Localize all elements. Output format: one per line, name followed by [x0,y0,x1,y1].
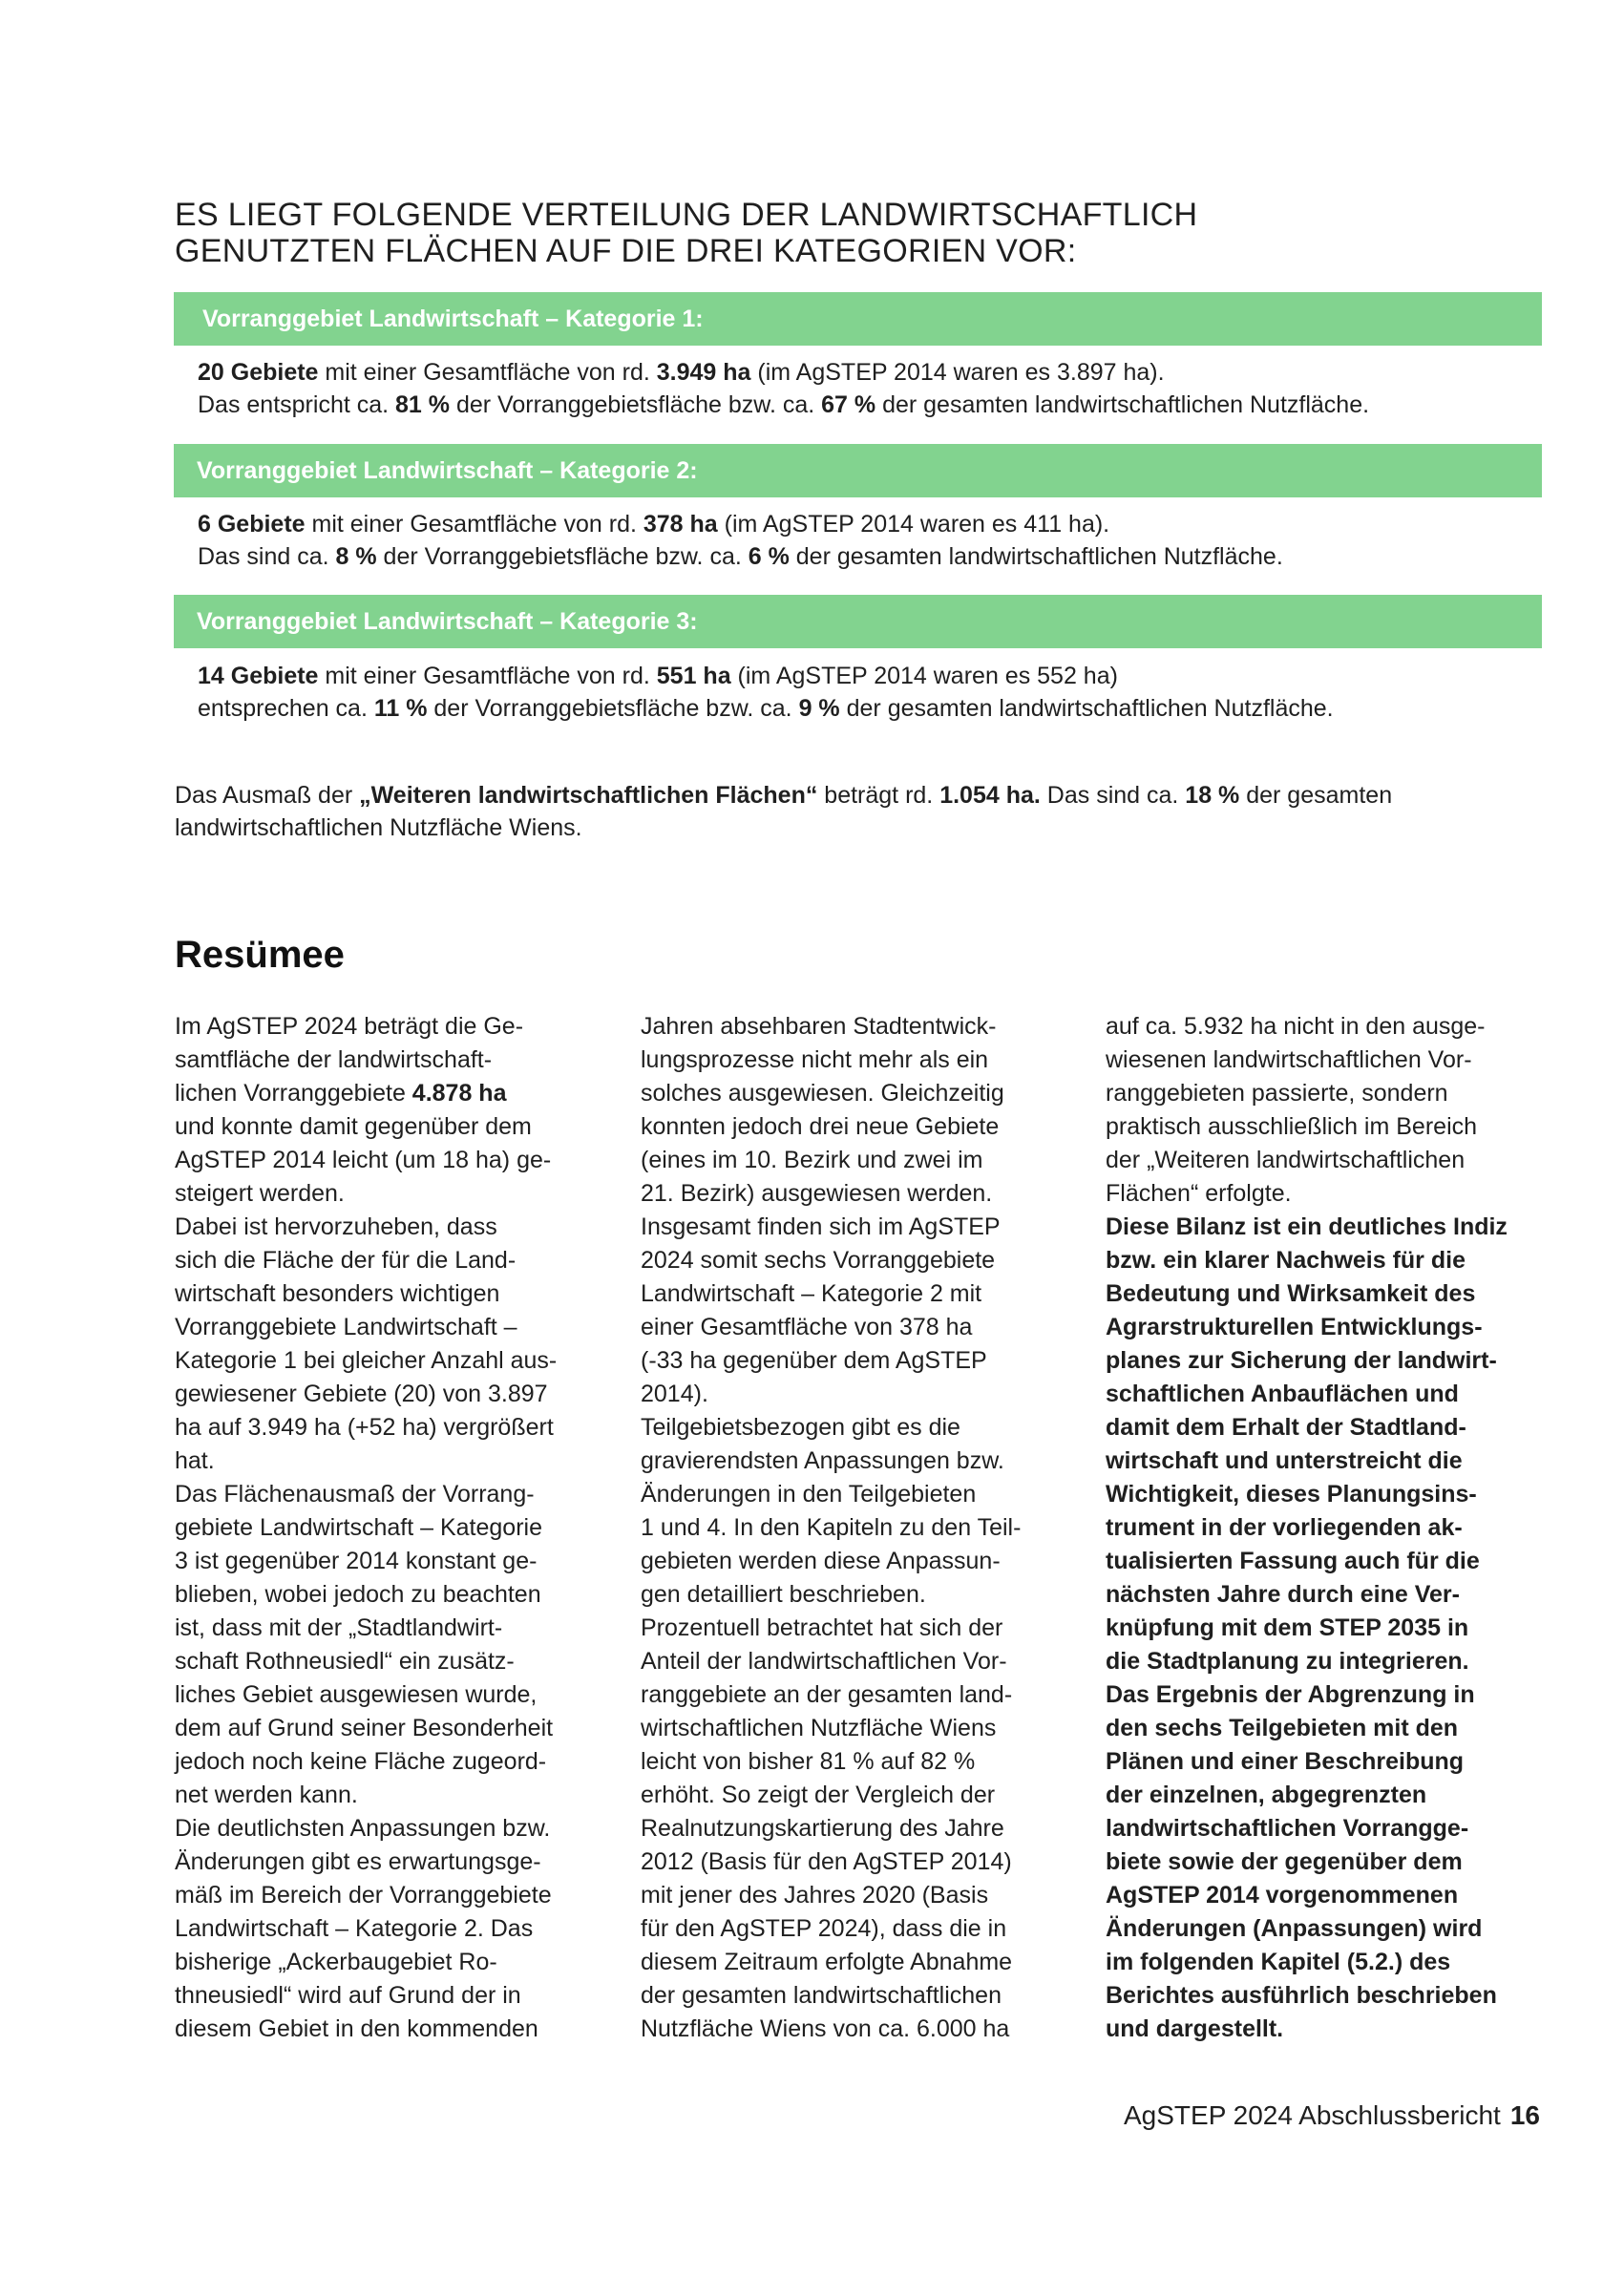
section-heading [175,197,1416,269]
text-line: Dabei ist hervorzuheben, dass [175,1213,497,1240]
text-line: konnten jedoch drei neue Gebiete [641,1113,1000,1140]
text-line: Flächen“ erfolgte. [1106,1180,1292,1207]
text: Das entspricht ca. [198,391,396,418]
text-line: ranggebieten passierte, sondern [1106,1080,1448,1107]
text-line: damit dem Erhalt der Stadtland- [1106,1414,1466,1441]
text-line: Insgesamt finden sich im AgSTEP [641,1213,1001,1240]
text-line: bisherige „Ackerbaugebiet Ro- [175,1949,497,1975]
text-line: ha auf 3.949 ha (+52 ha) vergrößert [175,1414,554,1441]
text: mit einer Gesamtfläche von rd. [318,359,657,386]
text-line: diesem Gebiet in den kommenden [175,2015,538,2042]
text: der gesamten landwirtschaftlichen Nutzfläche. [839,695,1334,722]
text-line: lungsprozesse nicht mehr als ein [641,1046,989,1073]
text-line: der gesamten landwirtschaftlichen [641,1982,1002,2009]
category-2-bar: Vorranggebiet Landwirtschaft – Kategorie 2: [174,444,1542,497]
text-line: mit jener des Jahres 2020 (Basis [641,1882,989,1909]
category-1-share-total: 67 % [821,391,876,418]
category-2-share-total: 6 % [748,543,790,570]
text-line: erhöht. So zeigt der Vergleich der [641,1782,996,1808]
text-line: Änderungen in den Teilgebieten [641,1481,977,1508]
text: Das sind ca. [1040,782,1186,809]
footer-label: AgSTEP 2024 Abschlussbericht [1124,2100,1501,2130]
category-2-area: 378 ha [643,511,718,538]
text-line: gebieten werden diese Anpassun- [641,1548,1001,1574]
resume-column-1 [175,1010,623,2046]
resume-title: Resümee [175,934,345,976]
text-line: Die deutlichsten Anpassungen bzw. [175,1815,551,1842]
text-line: der einzelnen, abgegrenzten [1106,1782,1427,1808]
category-2-share-priority: 8 % [335,543,377,570]
text-line: 2014). [641,1381,708,1407]
other-areas-size: 1.054 ha. [939,782,1041,809]
text-line: hat. [175,1447,215,1474]
text-line: die Stadtplanung zu integrieren. [1106,1648,1469,1675]
text-line: AgSTEP 2014 leicht (um 18 ha) ge- [175,1147,552,1173]
text-line: planes zur Sicherung der landwirt- [1106,1347,1497,1374]
text-line: Das Ergebnis der Abgrenzung in [1106,1681,1475,1708]
text-line: gravierendsten Anpassungen bzw. [641,1447,1004,1474]
text-line: Im AgSTEP 2024 beträgt die Ge- [175,1013,524,1040]
text: landwirtschaftlichen Nutzfläche Wiens. [175,814,582,841]
text-line: samtfläche der landwirtschaft- [175,1046,493,1073]
text-line: wirtschaft und unterstreicht die [1106,1447,1463,1474]
category-1-share-priority: 81 % [395,391,451,418]
text-line: schaft Rothneusiedl“ ein zusätz- [175,1648,515,1675]
text-line: Jahren absehbaren Stadtentwick- [641,1013,997,1040]
text-line: und konnte damit gegenüber dem [175,1113,532,1140]
text-line: (eines im 10. Bezirk und zwei im [641,1147,983,1173]
category-3-text [198,660,1553,725]
other-areas-summary [175,779,1540,844]
heading-line-1: ES LIEGT FOLGENDE VERTEILUNG DER LANDWIRTSCHAFTLICH [175,197,1198,233]
text-line: solches ausgewiesen. Gleichzeitig [641,1080,1004,1107]
category-3-share-total: 9 % [798,695,840,722]
text-line: (-33 ha gegenüber dem AgSTEP [641,1347,987,1374]
text-line: 2024 somit sechs Vorranggebiete [641,1247,996,1274]
text-line: und dargestellt. [1106,2015,1284,2042]
text-line: 3 ist gegenüber 2014 konstant ge- [175,1548,538,1574]
text-line: praktisch ausschließlich im Bereich [1106,1113,1478,1140]
text-line: Landwirtschaft – Kategorie 2. Das [175,1915,534,1942]
text: Das Ausmaß der [175,782,360,809]
category-3-bar: Vorranggebiet Landwirtschaft – Kategorie 3: [174,595,1542,648]
category-2-count: 6 Gebiete [198,511,306,538]
text-line: Vorranggebiete Landwirtschaft – [175,1314,517,1340]
text-line: Wichtigkeit, dieses Planungsins- [1106,1481,1477,1508]
text: (im AgSTEP 2014 waren es 411 ha). [717,511,1110,538]
text-line: Berichtes ausführlich beschrieben [1106,1982,1497,2009]
text-line: Das Flächenausmaß der Vorrang- [175,1481,535,1508]
text-line: steigert werden. [175,1180,345,1207]
text-line: net werden kann. [175,1782,358,1808]
text-line: Prozentuell betrachtet hat sich der [641,1614,1003,1641]
resume-column-2 [641,1010,1089,2046]
text-line: den sechs Teilgebieten mit den [1106,1715,1459,1741]
text: (im AgSTEP 2014 waren es 552 ha) [730,663,1118,689]
text-line: 21. Bezirk) ausgewiesen werden. [641,1180,993,1207]
text-line: ranggebiete an der gesamten land- [641,1681,1013,1708]
text-line: AgSTEP 2014 vorgenommenen [1106,1882,1459,1909]
conclusion-bold-block [1106,1211,1554,2046]
text-line: Änderungen (Anpassungen) wird [1106,1915,1483,1942]
text: (im AgSTEP 2014 waren es 3.897 ha). [750,359,1165,386]
resume-column-3 [1106,1010,1554,2046]
text-line: lichen Vorranggebiete [175,1080,412,1107]
text-line: schaftlichen Anbauflächen und [1106,1381,1459,1407]
text-line: einer Gesamtfläche von 378 ha [641,1314,973,1340]
text-line: Nutzfläche Wiens von ca. 6.000 ha [641,2015,1010,2042]
total-area-highlight: 4.878 ha [411,1080,507,1107]
text-line: 1 und 4. In den Kapiteln zu den Teil- [641,1514,1022,1541]
text-line: Kategorie 1 bei gleicher Anzahl aus- [175,1347,558,1374]
text: der Vorranggebietsfläche bzw. ca. [427,695,799,722]
text-line: gen detailliert beschrieben. [641,1581,926,1608]
category-2-text [198,508,1553,573]
text-line: blieben, wobei jedoch zu beachten [175,1581,541,1608]
text-line: Teilgebietsbezogen gibt es die [641,1414,960,1441]
other-areas-term: „Weiteren landwirtschaftlichen Flächen“ [359,782,818,809]
category-1-bar: Vorranggebiet Landwirtschaft – Kategorie 1: [174,292,1542,346]
page-number: 16 [1509,2100,1540,2130]
text-line: leicht von bisher 81 % auf 82 % [641,1748,976,1775]
text-line: landwirtschaftlichen Vorrangge- [1106,1815,1469,1842]
page-footer [1124,2099,1540,2133]
text-line: im folgenden Kapitel (5.2.) des [1106,1949,1451,1975]
text-line: Anteil der landwirtschaftlichen Vor- [641,1648,1007,1675]
heading-line-2: GENUTZTEN FLÄCHEN AUF DIE DREI KATEGORIEN VOR: [175,233,1077,269]
category-3-share-priority: 11 % [373,695,428,722]
text: der Vorranggebietsfläche bzw. ca. [450,391,822,418]
category-3-area: 551 ha [656,663,731,689]
text-line: thneusiedl“ wird auf Grund der in [175,1982,521,2009]
text-line: Diese Bilanz ist ein deutliches Indiz [1106,1213,1508,1240]
text: beträgt rd. [817,782,940,809]
text-line: jedoch noch keine Fläche zugeord- [175,1748,547,1775]
text-line: knüpfung mit dem STEP 2035 in [1106,1614,1469,1641]
text-line: Änderungen gibt es erwartungsge- [175,1848,541,1875]
text: mit einer Gesamtfläche von rd. [318,663,657,689]
category-3-count: 14 Gebiete [198,663,319,689]
text: der gesamten [1239,782,1393,809]
text: der gesamten landwirtschaftlichen Nutzfläche. [875,391,1370,418]
text-line: wiesenen landwirtschaftlichen Vor- [1106,1046,1472,1073]
category-1-area: 3.949 ha [656,359,751,386]
text-line: Bedeutung und Wirksamkeit des [1106,1280,1476,1307]
text-line: trument in der vorliegenden ak- [1106,1514,1463,1541]
text-line: Landwirtschaft – Kategorie 2 mit [641,1280,982,1307]
text-line: wirtschaft besonders wichtigen [175,1280,500,1307]
text-line: wirtschaftlichen Nutzfläche Wiens [641,1715,997,1741]
text-line: liches Gebiet ausgewiesen wurde, [175,1681,538,1708]
text-line: ist, dass mit der „Stadtlandwirt- [175,1614,503,1641]
text-line: nächsten Jahre durch eine Ver- [1106,1581,1460,1608]
text-line: gewiesener Gebiete (20) von 3.897 [175,1381,548,1407]
text-line: biete sowie der gegenüber dem [1106,1848,1463,1875]
text: der Vorranggebietsfläche bzw. ca. [376,543,749,570]
text: entsprechen ca. [198,695,374,722]
text-line: auf ca. 5.932 ha nicht in den ausge- [1106,1013,1486,1040]
text-line: Agrarstrukturellen Entwicklungs- [1106,1314,1483,1340]
text-line: diesem Zeitraum erfolgte Abnahme [641,1949,1013,1975]
text-line: bzw. ein klarer Nachweis für die [1106,1247,1466,1274]
text-line: der „Weiteren landwirtschaftlichen [1106,1147,1466,1173]
text-line: 2012 (Basis für den AgSTEP 2014) [641,1848,1012,1875]
category-1-count: 20 Gebiete [198,359,319,386]
text-line: gebiete Landwirtschaft – Kategorie [175,1514,542,1541]
category-1-text [198,356,1553,421]
text-line: sich die Fläche der für die Land- [175,1247,517,1274]
text-line: für den AgSTEP 2024), dass die in [641,1915,1007,1942]
text-line: Plänen und einer Beschreibung [1106,1748,1465,1775]
text-line: dem auf Grund seiner Besonderheit [175,1715,554,1741]
text: mit einer Gesamtfläche von rd. [305,511,643,538]
text-line: Realnutzungskartierung des Jahre [641,1815,1004,1842]
text-line: tualisierten Fassung auch für die [1106,1548,1480,1574]
text: Das sind ca. [198,543,336,570]
text: der gesamten landwirtschaftlichen Nutzfläche. [789,543,1283,570]
text-line: mäß im Bereich der Vorranggebiete [175,1882,552,1909]
other-areas-share: 18 % [1185,782,1240,809]
